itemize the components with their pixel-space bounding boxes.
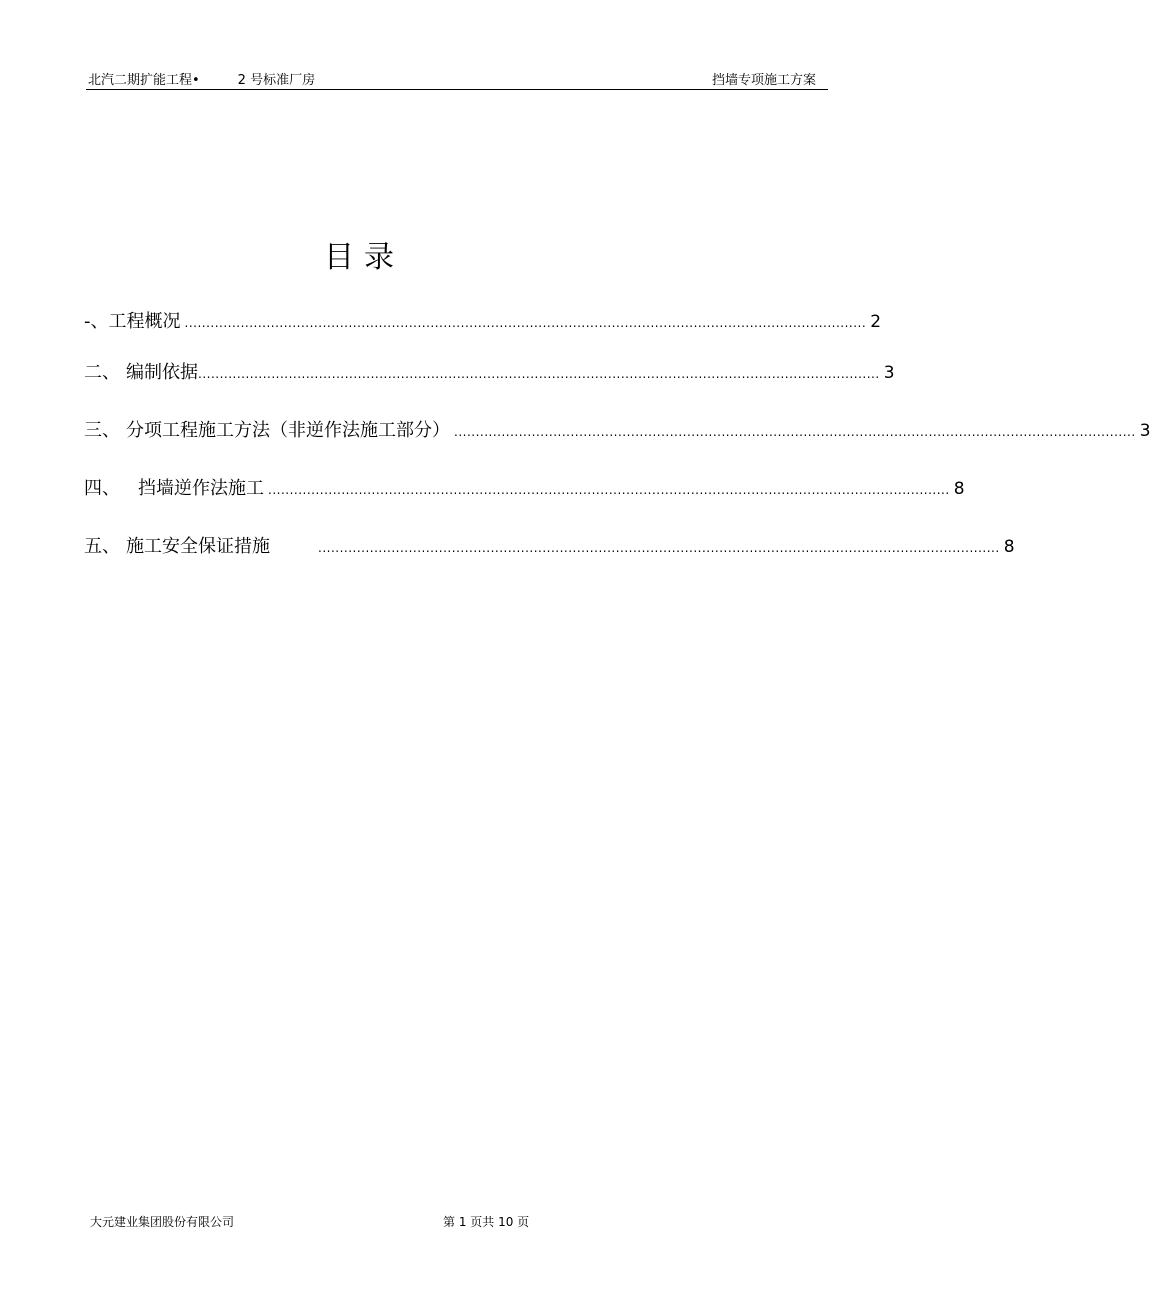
toc-entry-2[interactable] <box>84 360 895 386</box>
toc-entry-number: -、 <box>84 311 109 332</box>
toc-entry-label <box>84 476 264 502</box>
toc-leader-dots: .............................................................................................................................................................. <box>268 483 950 497</box>
page-footer <box>86 1213 786 1231</box>
header-document-name: 挡墙专项施工方案 <box>711 73 816 88</box>
toc-leader-dots: .............................................................................................................................................................. <box>318 541 1000 555</box>
toc-entry-5[interactable] <box>84 534 1015 560</box>
toc-entry-4[interactable] <box>84 476 965 502</box>
footer-company: 大元建业集团股份有限公司 <box>90 1215 235 1229</box>
toc-entry-title: 编制依据 <box>126 362 198 383</box>
toc-entry-page: 3 <box>883 363 895 383</box>
toc-title: 目录 <box>324 240 404 275</box>
toc-entry-title: 分项工程施工方法（非逆作法施工部分） <box>126 420 450 441</box>
toc-entry-number: 五、 <box>84 536 120 557</box>
toc-entry-number: 四、 <box>84 478 120 499</box>
toc-entry-title: 施工安全保证措施 <box>126 536 270 557</box>
toc-leader-dots: .............................................................................................................................................................. <box>198 367 880 381</box>
toc-entry-label <box>84 534 270 560</box>
toc-entry-1[interactable] <box>84 309 882 335</box>
header-project-name <box>88 72 315 89</box>
toc-entry-number: 三、 <box>84 420 120 441</box>
toc-entry-label <box>84 418 450 444</box>
toc-entry-3[interactable] <box>84 418 1151 444</box>
toc-entry-number: 二、 <box>84 362 120 383</box>
toc-entry-page: 3 <box>1139 421 1151 441</box>
header-project-part1: 北汽二期扩能工程• <box>88 73 200 88</box>
page-header <box>86 72 828 90</box>
toc-leader-dots: .............................................................................................................................................................. <box>454 425 1136 439</box>
toc-leader-dots: .............................................................................................................................................................. <box>184 316 867 330</box>
toc-entry-title: 工程概况 <box>108 311 181 332</box>
toc-entry-label <box>84 309 181 335</box>
toc-entry-page: 2 <box>870 312 882 332</box>
header-project-part2: 2 号标准厂房 <box>237 73 316 88</box>
toc-entry-page: 8 <box>953 479 965 499</box>
toc-entry-title: 挡墙逆作法施工 <box>138 478 264 499</box>
toc-entry-label <box>84 360 198 386</box>
footer-page-info: 第 1 页共 10 页 <box>443 1215 530 1229</box>
toc-entry-page: 8 <box>1003 537 1015 557</box>
